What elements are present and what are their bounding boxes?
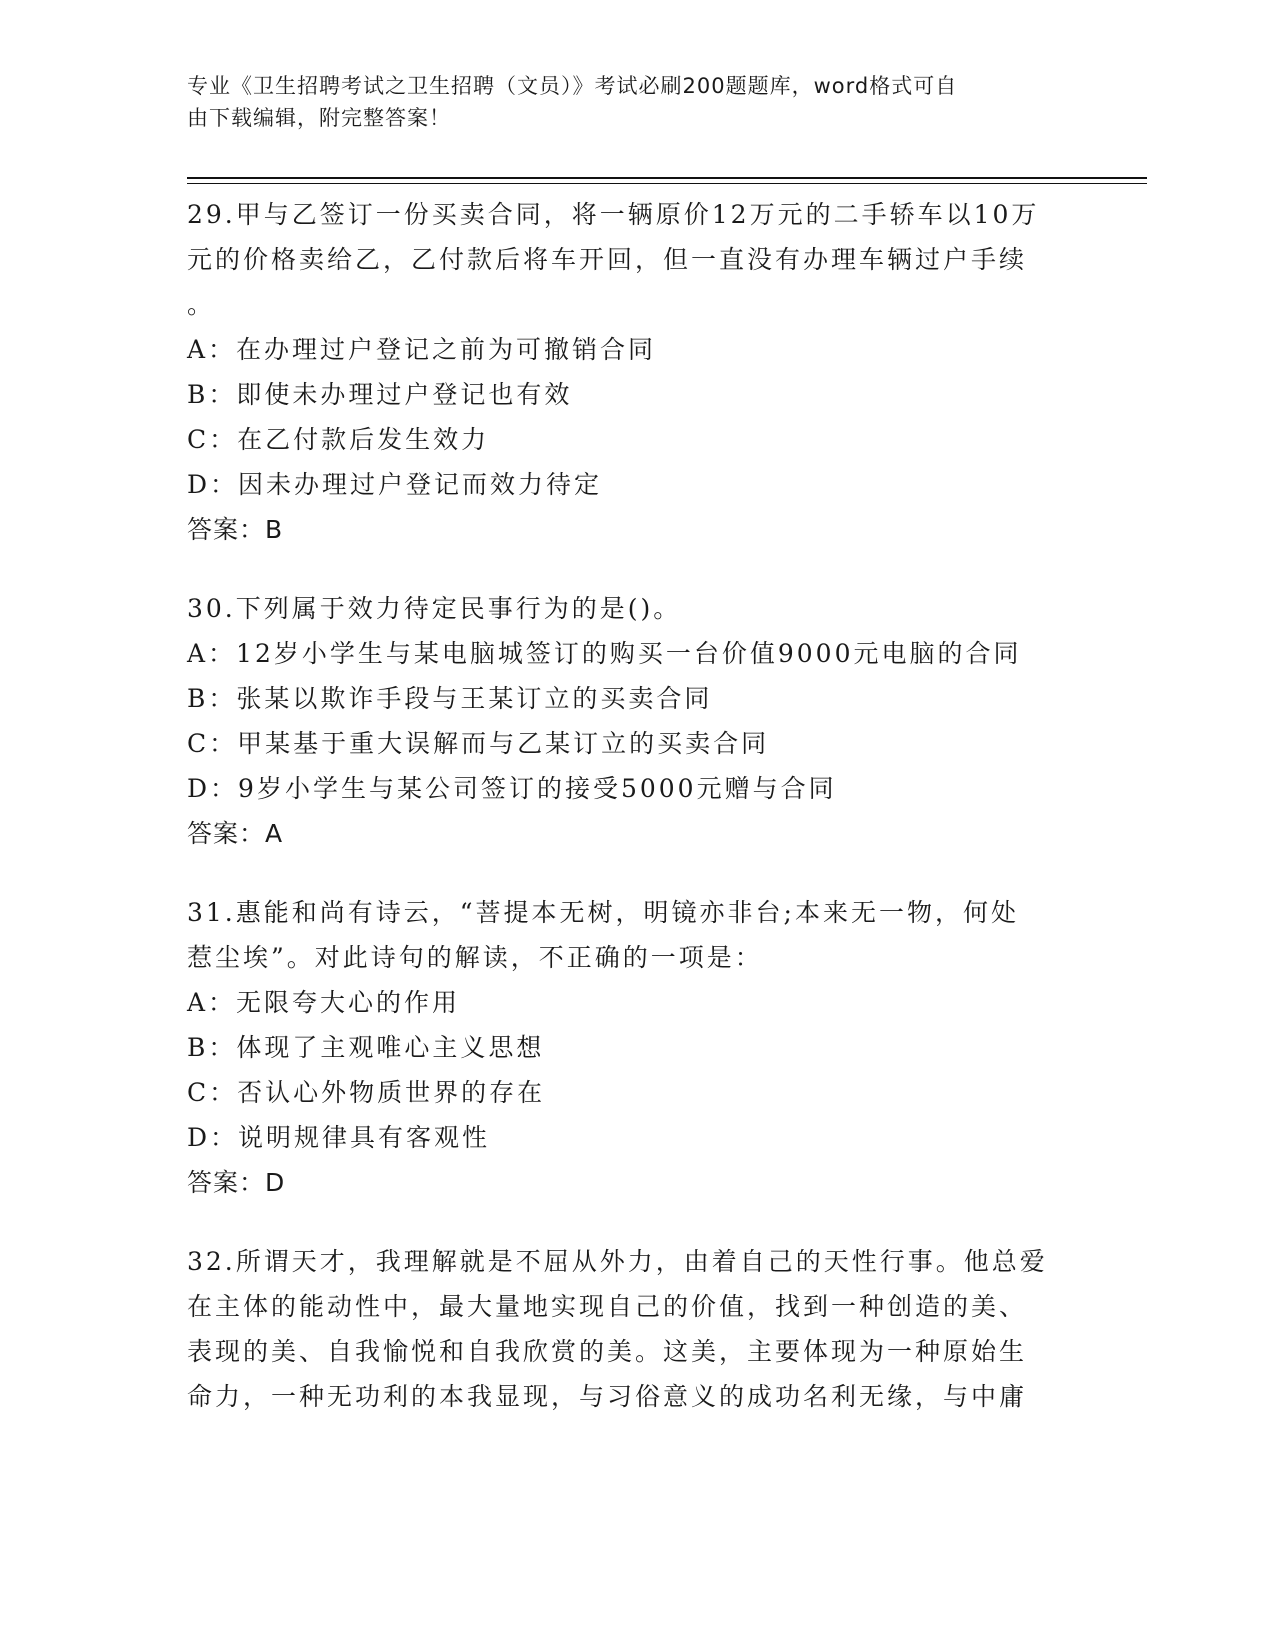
question-stem-line: 惹尘埃”。对此诗句的解读，不正确的一项是： (187, 943, 763, 972)
option-d: D：因未办理过户登记而效力待定 (187, 470, 603, 499)
header-divider-thin (187, 183, 1147, 184)
header-divider-thick (187, 177, 1147, 179)
question-stem-line: 元的价格卖给乙，乙付款后将车开回，但一直没有办理车辆过户手续 (187, 245, 1028, 274)
question-stem-line: 在主体的能动性中，最大量地实现自己的价值，找到一种创造的美、 (187, 1292, 1028, 1321)
option-c: C：否认心外物质世界的存在 (187, 1078, 546, 1107)
question-stem-line: 29.甲与乙签订一份买卖合同，将一辆原价12万元的二手轿车以10万 (187, 200, 1040, 229)
question-stem-line: 32.所谓天才，我理解就是不屈从外力，由着自己的天性行事。他总爱 (187, 1247, 1048, 1276)
answer-label: 答案：D (187, 1168, 286, 1197)
option-b: B：张某以欺诈手段与王某订立的买卖合同 (187, 684, 713, 713)
option-a: A：在办理过户登记之前为可撤销合同 (187, 335, 657, 364)
option-a: A：12岁小学生与某电脑城签订的购买一台价值9000元电脑的合同 (187, 639, 1022, 668)
question-list (187, 192, 1067, 1453)
option-d: D：说明规律具有客观性 (187, 1123, 491, 1152)
question-30 (187, 586, 1067, 856)
header-line-2: 由下载编辑，附完整答案！ (187, 106, 451, 130)
option-a: A：无限夸大心的作用 (187, 988, 461, 1017)
option-b: B：即使未办理过户登记也有效 (187, 380, 573, 409)
answer-label: 答案：A (187, 819, 284, 848)
option-d: D：9岁小学生与某公司签订的接受5000元赠与合同 (187, 774, 837, 803)
header-line-1: 专业《卫生招聘考试之卫生招聘（文员）》考试必刷200题题库，word格式可自 (187, 74, 958, 98)
question-stem-line: 31.惠能和尚有诗云，“菩提本无树，明镜亦非台;本来无一物，何处 (187, 898, 1019, 927)
question-stem-line: 命力，一种无功利的本我显现，与习俗意义的成功名利无缘，与中庸 (187, 1382, 1028, 1411)
question-32 (187, 1239, 1067, 1419)
option-c: C：甲某基于重大误解而与乙某订立的买卖合同 (187, 729, 770, 758)
question-stem-line: 表现的美、自我愉悦和自我欣赏的美。这美，主要体现为一种原始生 (187, 1337, 1028, 1366)
option-b: B：体现了主观唯心主义思想 (187, 1033, 545, 1062)
question-stem-line: 30.下列属于效力待定民事行为的是()。 (187, 594, 682, 623)
document-header (187, 70, 1067, 134)
question-29 (187, 192, 1067, 552)
option-c: C：在乙付款后发生效力 (187, 425, 490, 454)
question-31 (187, 890, 1067, 1205)
answer-label: 答案：B (187, 515, 284, 544)
question-stem-line: 。 (187, 290, 216, 319)
